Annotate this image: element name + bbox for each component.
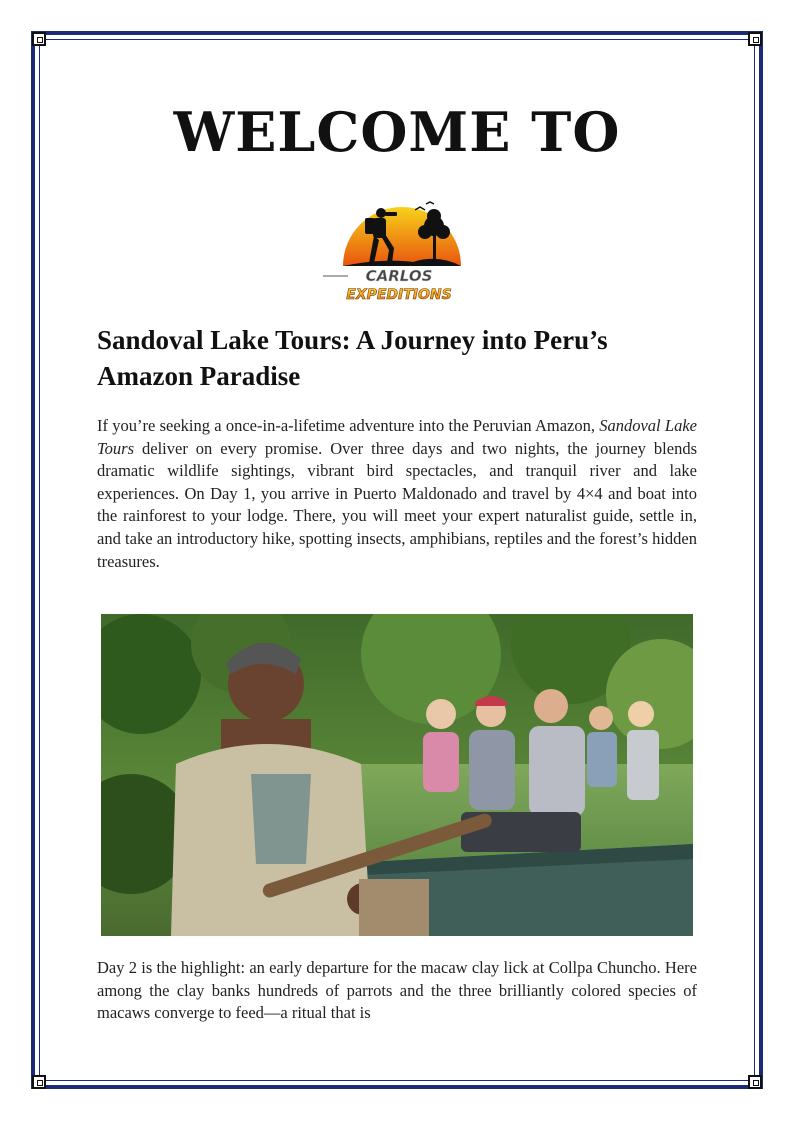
corner-ornament-icon [32,32,46,46]
day2-paragraph: Day 2 is the highlight: an early departure for the macaw clay lick at Collpa Chuncho. Here among the clay banks hundreds of parrots and the three brilliantly colored species of macaws converge to feed—a ritual that is [97,958,697,1023]
article-heading: Sandoval Lake Tours: A Journey into Peru’s Amazon Paradise [97,325,608,391]
tour-photo [101,614,693,936]
intro-paragraph [97,415,697,573]
corner-ornament-icon [32,1075,46,1089]
intro-text-start: If you’re seeking a once-in-a-lifetime adventure into the Peruvian Amazon, [97,416,600,435]
corner-ornament-icon [748,32,762,46]
corner-ornament-icon [748,1075,762,1089]
intro-emphasis: Sandoval Lake Tours [97,416,697,458]
carlos-expeditions-logo [323,188,473,308]
page-title: WELCOME TO [173,100,621,164]
svg-text:CARLOS: CARLOS [365,267,433,285]
intro-text-end: deliver on every promise. Over three days and two nights, the journey blends dramatic wildlife sightings, vibrant bird spectacles, and tranquil river and lake experiences. On Day 1, you arrive in Puerto Maldonado and travel by 4×4 and boat into the rainforest to your lodge. There, you will meet your expert naturalist guide, settle in, and take an introductory hike, spotting insects, amphibians, reptiles and the forest’s hidden treasures. [97,438,697,571]
svg-text:EXPEDITIONS: EXPEDITIONS [346,287,452,303]
